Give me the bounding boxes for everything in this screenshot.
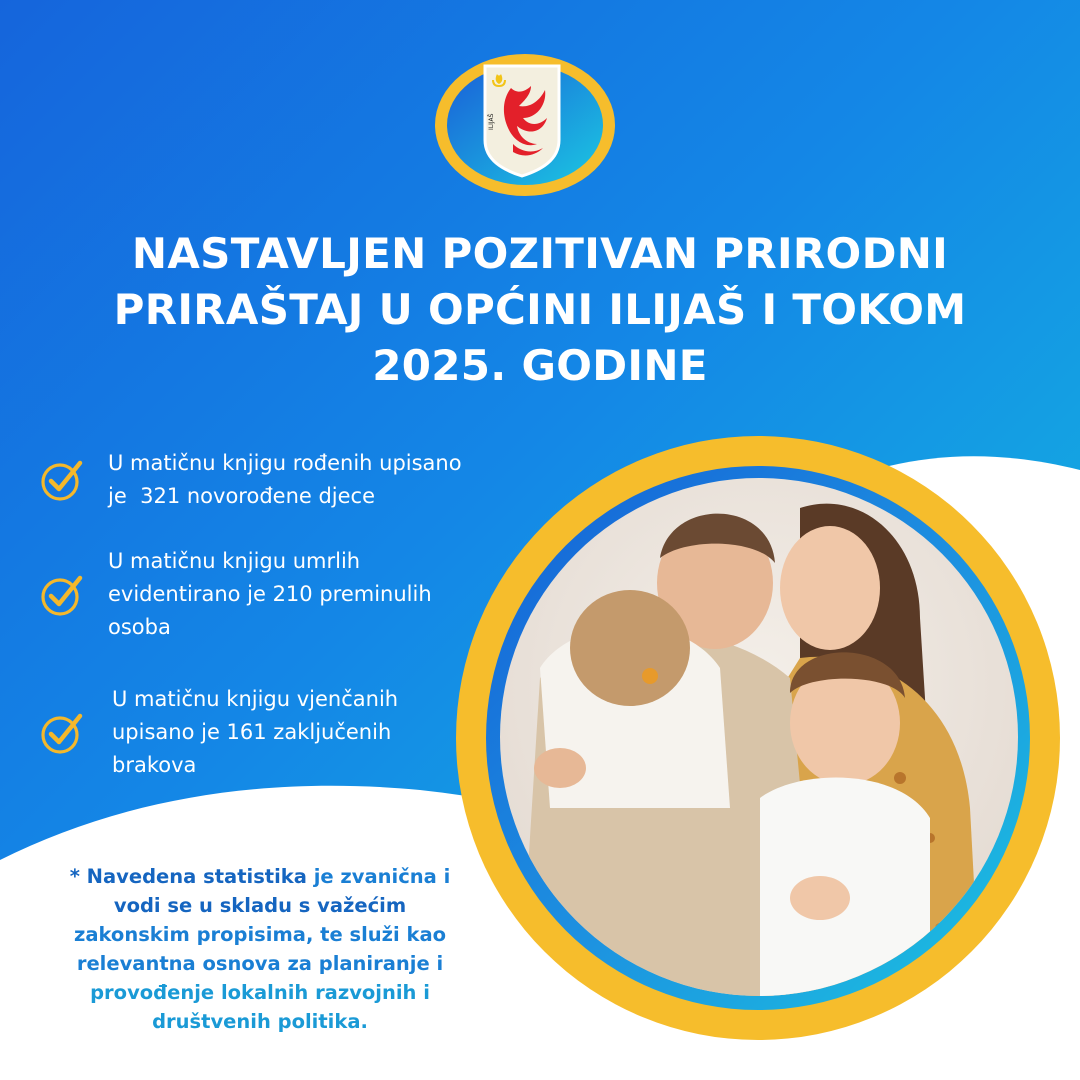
stat-deaths	[40, 545, 510, 644]
municipality-logo	[433, 52, 617, 198]
footnote-line-1a: * Navedena statistika	[69, 865, 314, 888]
headline-line-1: NASTAVLJEN POZITIVAN PRIRODNI	[131, 229, 949, 278]
headline	[60, 226, 1020, 394]
stat-deaths-line-1: U matičnu knjigu umrlih	[108, 549, 361, 573]
stat-marriages-line-2: upisano je 161 zaključenih	[112, 720, 392, 744]
footnote	[30, 862, 490, 1036]
footnote-line-6: društvenih politika.	[152, 1010, 368, 1033]
footnote-line-3: zakonskim propisima, te služi kao	[73, 923, 447, 946]
family-hug-photo-icon	[500, 478, 1018, 996]
footnote-line-1	[30, 862, 490, 891]
headline-line-3: 2025. GODINE	[372, 341, 708, 390]
check-icon	[40, 457, 86, 503]
footnote-line-1b: je zvanična i	[313, 865, 451, 888]
stat-births-line-2: je 321 novorođene djece	[108, 484, 376, 508]
check-icon	[40, 710, 86, 756]
stat-marriages-line-3: brakova	[112, 753, 197, 777]
stat-marriages-text	[112, 683, 398, 782]
stat-births-line-1: U matičnu knjigu rođenih upisano	[108, 451, 462, 475]
stat-births	[40, 447, 510, 513]
footnote-line-4: relevantna osnova za planiranje i	[76, 952, 444, 975]
footnote-line-5: provođenje lokalnih razvojnih i	[90, 981, 430, 1004]
stat-deaths-line-2: evidentirano je 210 preminulih	[108, 582, 432, 606]
stat-deaths-line-3: osoba	[108, 615, 171, 639]
family-photo	[500, 478, 1018, 996]
headline-line-2: PRIRAŠTAJ U OPĆINI ILIJAŠ I TOKOM	[113, 285, 967, 334]
stat-deaths-text	[108, 545, 432, 644]
check-icon	[40, 572, 86, 618]
footnote-line-2: vodi se u skladu s važećim	[113, 894, 407, 917]
logo-label: ILIJAŠ	[488, 113, 495, 130]
stat-marriages-line-1: U matičnu knjigu vjenčanih	[112, 687, 399, 711]
stat-marriages	[40, 683, 510, 782]
stat-births-text	[108, 447, 462, 513]
